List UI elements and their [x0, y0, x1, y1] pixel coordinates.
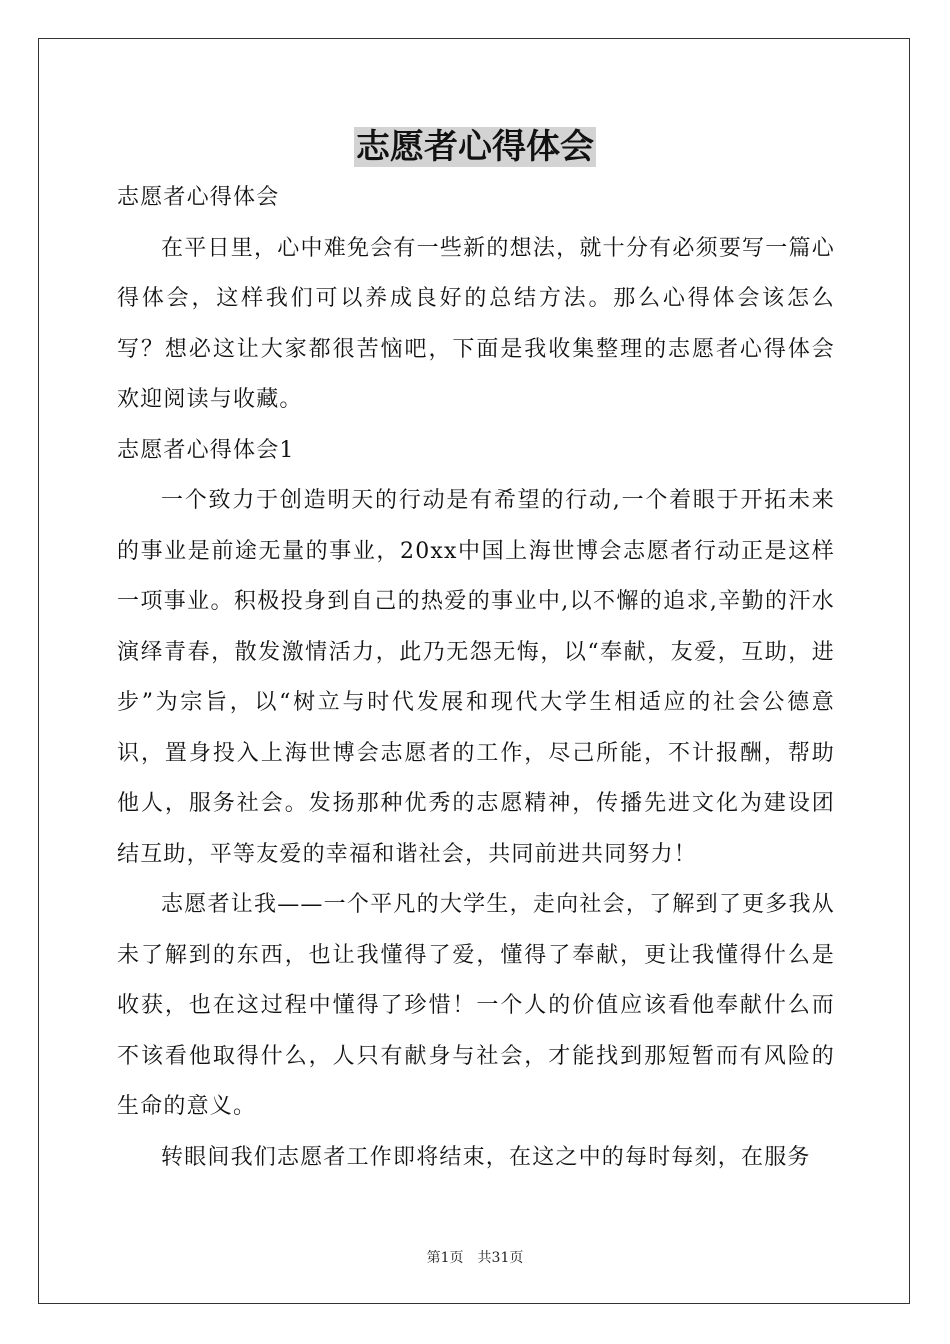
section-heading: 志愿者心得体会1	[117, 437, 295, 463]
page-total: 共31页	[477, 1250, 524, 1266]
page-footer	[0, 1248, 950, 1268]
subtitle-paragraph: 志愿者心得体会	[117, 185, 280, 210]
document-title	[0, 124, 950, 170]
page-number: 第1页	[426, 1250, 464, 1266]
intro-paragraph: 在平日里，心中难免会有一些新的想法，就十分有必须要写一篇心得体会，这样我们可以养成良好的总结方法。那么心得体会该怎么写？想必这让大家都很苦恼吧，下面是我收集整理的志愿者心得体会欢迎阅读与收藏。	[117, 235, 835, 412]
body-paragraph: 一个致力于创造明天的行动是有希望的行动,一个着眼于开拓未来的事业是前途无量的事业，20xx中国上海世博会志愿者行动正是这样一项事业。积极投身到自己的热爱的事业中,以不懈的追求,辛勤的汗水演绎青春，散发激情活力，此乃无怨无悔，以“奉献，友爱，互助，进步”为宗旨，以“树立与时代发展和现代大学生相适应的社会公德意识，置身投入上海世博会志愿者的工作，尽己所能，不计报酬，帮助他人，服务社会。发扬那种优秀的志愿精神，传播先进文化为建设团结互助，平等友爱的幸福和谐社会，共同前进共同努力！	[117, 488, 835, 867]
body-paragraph: 转眼间我们志愿者工作即将结束，在这之中的每时每刻，在服务	[161, 1144, 811, 1170]
document-body	[117, 173, 835, 1183]
body-paragraph: 志愿者让我——一个平凡的大学生，走向社会，了解到了更多我从未了解到的东西，也让我懂得了爱，懂得了奉献，更让我懂得什么是收获，也在这过程中懂得了珍惜！一个人的价值应该看他奉献什么而不该看他取得什么，人只有献身与社会，才能找到那短暂而有风险的生命的意义。	[117, 892, 835, 1119]
document-title-text: 志愿者心得体会	[356, 127, 594, 167]
